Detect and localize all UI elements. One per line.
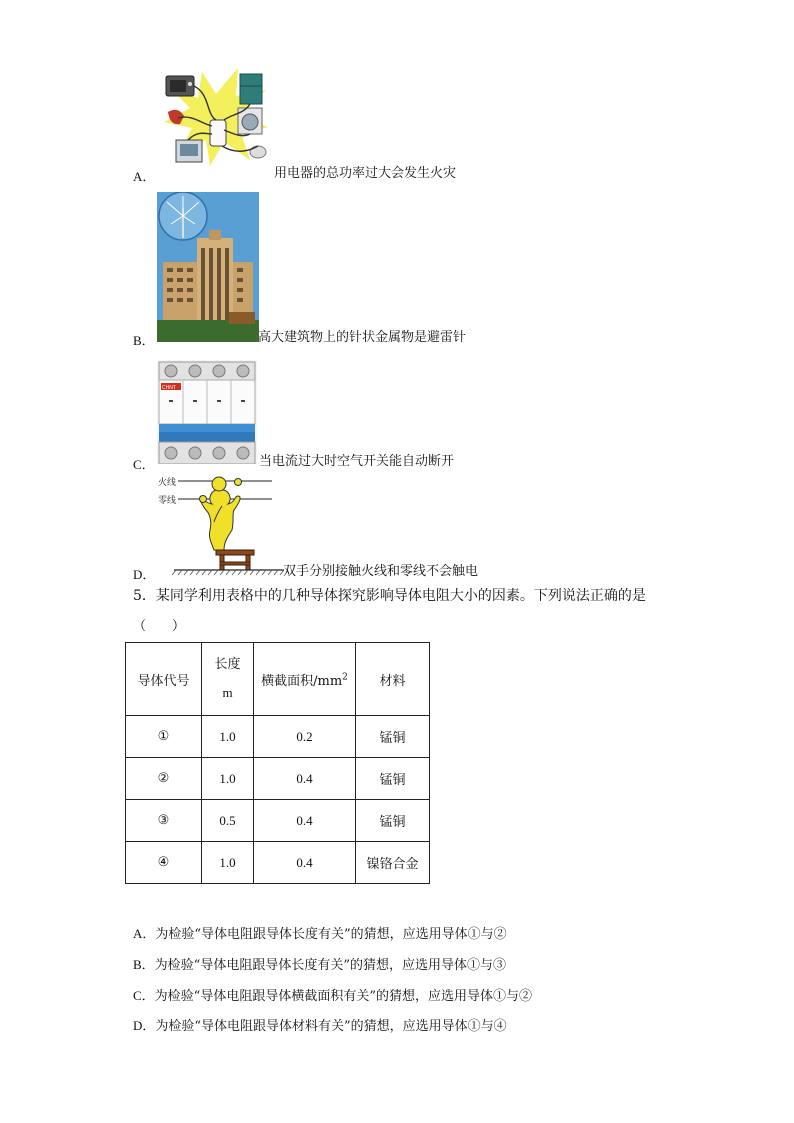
header-length-unit: m [222, 684, 233, 700]
table-row [126, 758, 430, 800]
cell-material: 锰铜 [356, 716, 430, 758]
conductor-table [125, 642, 430, 884]
answer-bracket: （ ） [133, 619, 186, 634]
answer-text-a: 为检验“导体电阻跟导体长度有关”的猜想，应选用导体①与② [155, 927, 507, 942]
cell-area: 0.4 [254, 800, 356, 842]
live-wire-label: 火线 [158, 478, 177, 488]
table-header-row [126, 643, 430, 716]
header-length-label: 长度 [214, 656, 241, 672]
option-letter-c: C． [133, 457, 155, 472]
option-letter-b: B． [133, 333, 155, 348]
table-row [126, 716, 430, 758]
option-text-a: 用电器的总功率过大会发生火灾 [274, 166, 457, 181]
breaker-brand: CHNT [162, 385, 176, 391]
option-text-c: 当电流过大时空气开关能自动断开 [259, 454, 455, 469]
cell-code: ④ [126, 842, 202, 884]
touching-wires-figure [150, 472, 284, 576]
cell-code: ① [126, 716, 202, 758]
cell-material: 锰铜 [356, 800, 430, 842]
cell-area: 0.4 [254, 758, 356, 800]
answer-text-b: 为检验“导体电阻跟导体长度有关”的猜想，应选用导体①与③ [154, 958, 506, 973]
header-area [254, 643, 356, 716]
cell-material: 锰铜 [356, 758, 430, 800]
answer-option-d[interactable] [133, 1018, 507, 1035]
table-row [126, 800, 430, 842]
answer-letter-a: A． [133, 926, 156, 941]
option-letter-a: A． [133, 169, 156, 184]
overload-figure [158, 64, 272, 168]
header-length [202, 643, 254, 716]
option-text-d: 双手分别接触火线和零线不会触电 [283, 564, 479, 579]
question-stem: 5．某同学利用表格中的几种导体探究影响导体电阻大小的因素。下列说法正确的是 [133, 588, 646, 604]
cell-area: 0.2 [254, 716, 356, 758]
cell-length: 0.5 [202, 800, 254, 842]
answer-option-a[interactable] [133, 926, 507, 943]
answer-text-d: 为检验“导体电阻跟导体材料有关”的猜想，应选用导体①与④ [155, 1019, 507, 1034]
answer-option-c[interactable] [133, 988, 532, 1005]
cell-length: 1.0 [202, 716, 254, 758]
option-text-b: 高大建筑物上的针状金属物是避雷针 [258, 330, 467, 345]
circuit-breaker-figure [157, 360, 257, 464]
cell-code: ② [126, 758, 202, 800]
header-material: 材料 [356, 643, 430, 716]
cell-length: 1.0 [202, 758, 254, 800]
lightning-rod-figure [157, 192, 259, 342]
table-row [126, 842, 430, 884]
neutral-wire-label: 零线 [158, 496, 177, 506]
option-letter-d: D． [133, 567, 156, 582]
cell-code: ③ [126, 800, 202, 842]
cell-material: 镍铬合金 [356, 842, 430, 884]
answer-letter-b: B． [133, 957, 155, 972]
header-area-label: 横截面积/mm [261, 673, 343, 689]
header-area-sup: 2 [342, 672, 348, 683]
answer-text-c: 为检验“导体电阻跟导体横截面积有关”的猜想，应选用导体①与② [154, 989, 532, 1004]
cell-length: 1.0 [202, 842, 254, 884]
answer-option-b[interactable] [133, 957, 506, 974]
answer-letter-c: C． [133, 988, 155, 1003]
header-code: 导体代号 [126, 643, 202, 716]
cell-area: 0.4 [254, 842, 356, 884]
answer-letter-d: D． [133, 1018, 156, 1033]
